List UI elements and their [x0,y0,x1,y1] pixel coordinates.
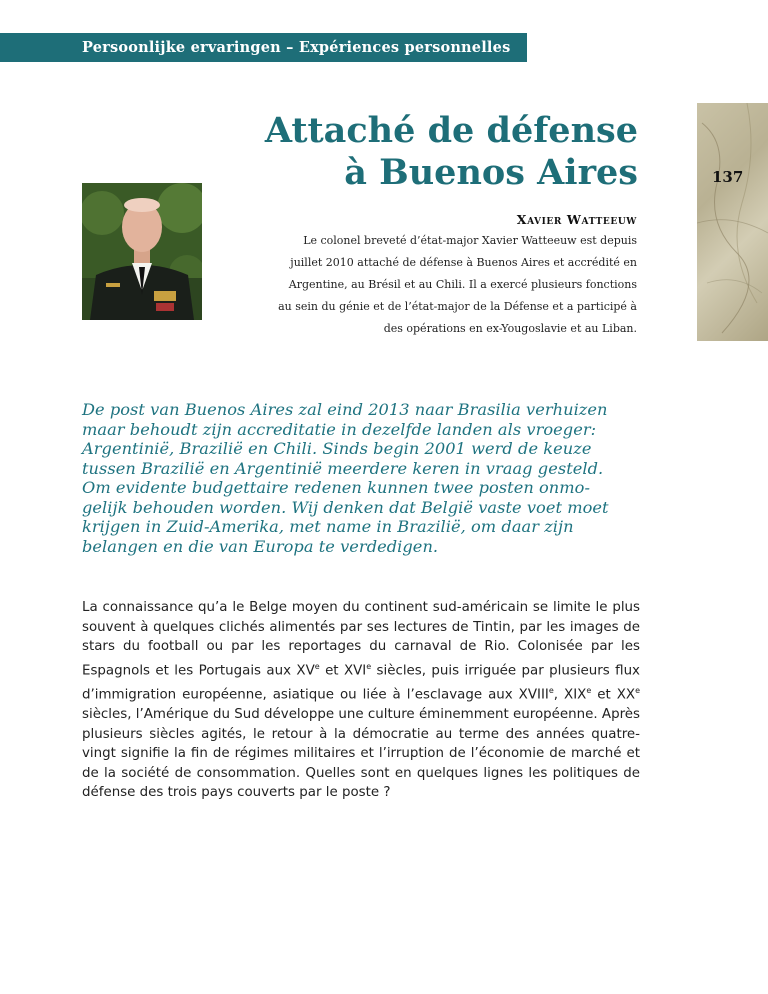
author-name: Xavier Watteeuw [516,212,637,227]
title-line-2: à Buenos Aires [344,152,638,193]
lead-line: gelijk behouden worden. Wij denken dat België vaste voet moet [82,497,609,517]
lead-line: Om evidente budgettaire redenen kunnen twee posten onmo- [82,478,591,497]
lead-line: Argentinië, Brazilië en Chili. Sinds begin 2001 werd de keuze [82,439,592,458]
superscript: e [548,685,554,695]
page-number: 137 [712,168,744,186]
bio-line: Argentine, au Brésil et au Chili. Il a exercé plusieurs fonctions [288,278,637,291]
body-text-part: , XIX [553,687,587,703]
section-banner: Persoonlijke ervaringen – Expériences personnelles [0,33,527,62]
body-paragraph [82,598,640,803]
bio-line: Le colonel breveté d’état-major Xavier Watteeuw est depuis [303,234,637,247]
lead-paragraph [82,400,642,556]
body-text-part: siècles, l’Amérique du Sud développe une culture éminemment européenne. Après plusieurs siècles agités, le retour à la démocratie au terme des années quatre-vingt signifie la fin de régimes militaires et l’irruption de l’économie de marché et de la société de consommation. Quelles sont en quelques lignes les politiques de défense des trois pays couverts par le poste ? [82,706,640,801]
author-photo [82,183,202,320]
lead-line: tussen Brazilië en Argentinië meerdere keren in vraag gesteld. [82,458,604,478]
title-line-1: Attaché de défense [264,110,638,151]
article-title [265,110,638,194]
bio-line: au sein du génie et de l’état-major de la Défense et a participé à [278,300,637,313]
lead-line: De post van Buenos Aires zal eind 2013 naar Brasilia verhuizen [82,400,608,419]
lead-line: belangen en die van Europa te verdedigen. [82,536,439,556]
superscript: e [366,661,372,671]
author-bio [257,230,637,340]
bio-line: des opérations en ex-Yougoslavie et au Liban. [383,322,637,335]
superscript: e [314,661,320,671]
superscript: e [635,685,640,695]
superscript: e [586,685,592,695]
body-text-part: siècles, puis irriguée par plusieurs flux d’immigration européenne, asiatique ou liée à l’esclavage aux XVIII [82,663,640,703]
bio-line: juillet 2010 attaché de défense à Buenos Aires et accrédité en [290,256,637,269]
body-text-part: et XX [591,687,636,703]
lead-line: maar behoudt zijn accreditatie in dezelfde landen als vroeger: [82,419,597,439]
map-thumb-tab [697,103,768,341]
body-text-part: La connaissance qu’a le Belge moyen du continent sud-américain se limite le plus souvent à quelques clichés alimentés par ses lectures de Tintin, par les images de stars du football ou par les reportages du carnaval de Rio. Colonisée par les Espagnols et les Portugais aux XV [82,600,640,679]
body-text-part: et XVI [319,663,367,679]
lead-line: krijgen in Zuid-Amerika, met name in Brazilië, om daar zijn [82,517,574,536]
